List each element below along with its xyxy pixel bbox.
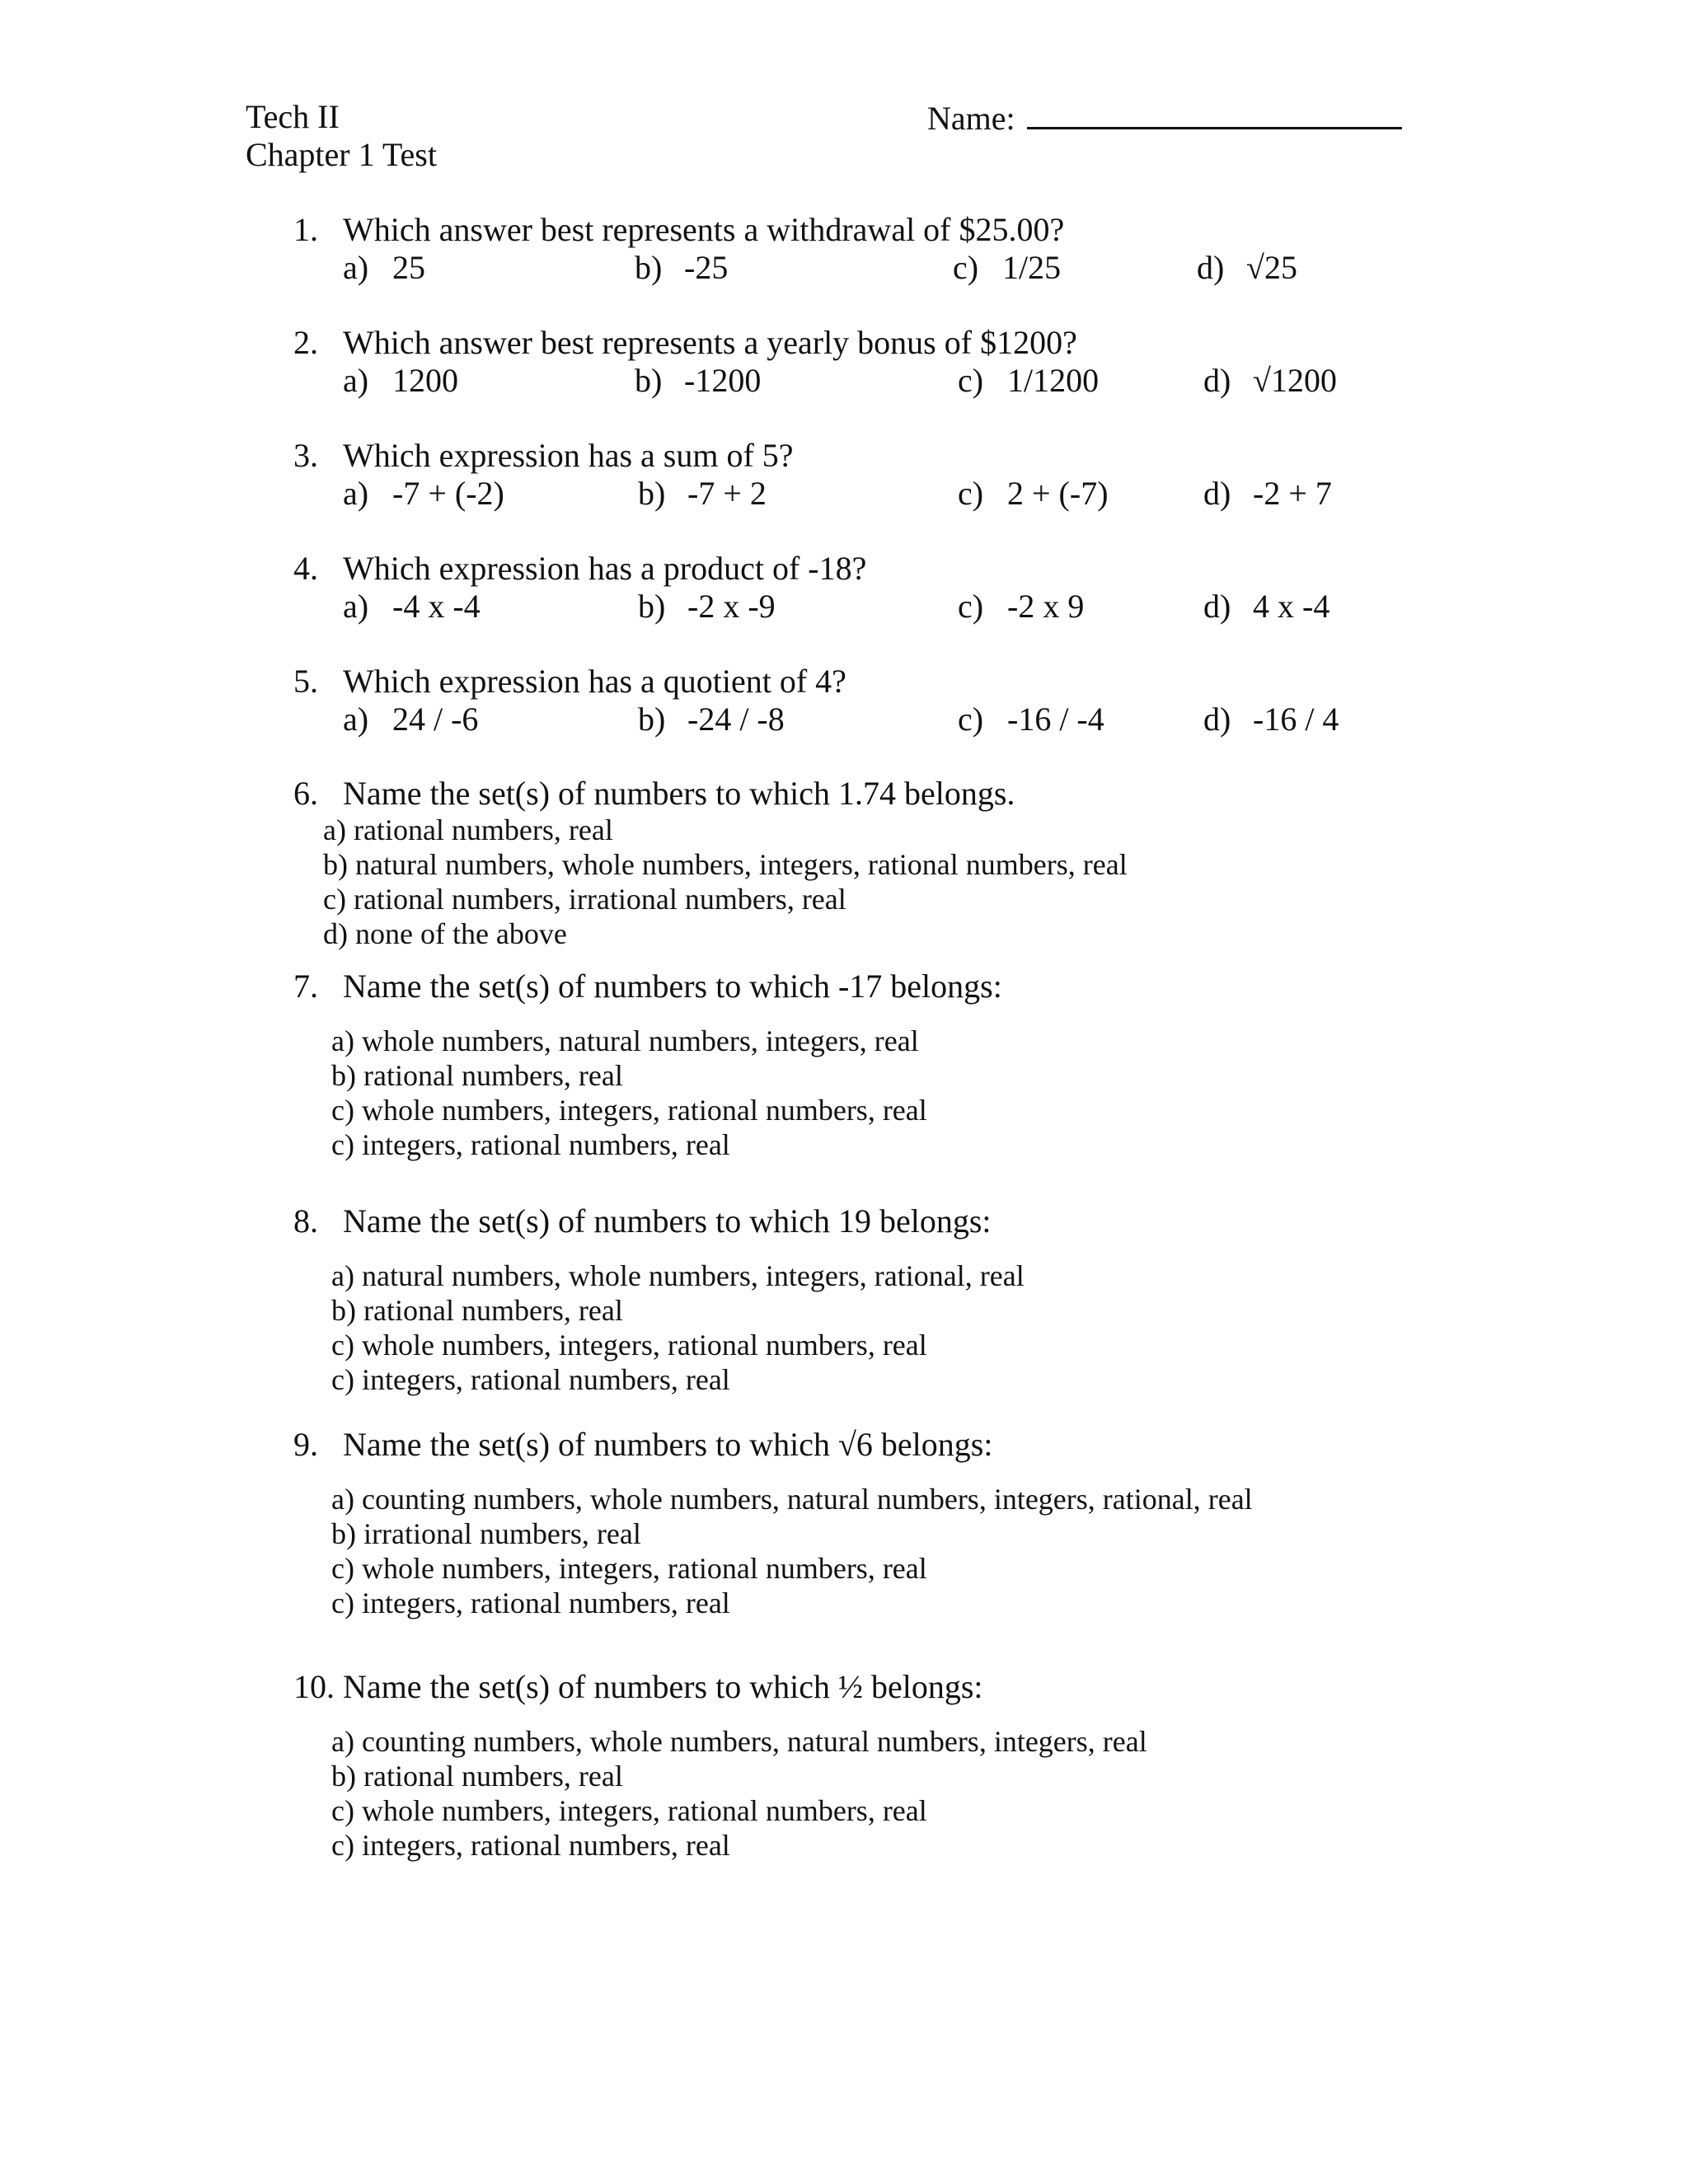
- option-d[interactable]: d) none of the above: [323, 917, 567, 950]
- question-number: 1.: [293, 211, 318, 248]
- option-a[interactable]: a) counting numbers, whole numbers, natural numbers, integers, real: [331, 1725, 1147, 1758]
- choice-c[interactable]: c) -16 / -4: [958, 701, 1104, 738]
- option-c[interactable]: c) whole numbers, integers, rational numbers, real: [331, 1552, 927, 1585]
- choice-a[interactable]: a) 24 / -6: [343, 701, 479, 738]
- question-7: [293, 968, 1002, 1161]
- choice-d[interactable]: d) √1200: [1203, 362, 1337, 399]
- choice-c[interactable]: c) 1/1200: [958, 362, 1100, 399]
- test-title: Chapter 1 Test: [246, 136, 437, 173]
- name-label: Name:: [927, 100, 1015, 137]
- question-text: Which expression has a product of -18?: [343, 550, 867, 587]
- choice-a[interactable]: a) 25: [343, 249, 425, 286]
- name-field[interactable]: [927, 97, 1402, 138]
- option-a[interactable]: a) rational numbers, real: [323, 813, 613, 846]
- question-number: 9.: [293, 1426, 318, 1463]
- choice-b[interactable]: b) -7 + 2: [638, 475, 767, 512]
- question-text: Which answer best represents a withdrawal of $25.00?: [343, 211, 1065, 248]
- choice-b[interactable]: b) -1200: [635, 362, 762, 399]
- option-a[interactable]: a) counting numbers, whole numbers, natural numbers, integers, rational, real: [331, 1483, 1253, 1516]
- choice-d[interactable]: d) 4 x -4: [1203, 588, 1330, 625]
- option-list: [331, 1024, 927, 1162]
- choice-d[interactable]: d) -16 / 4: [1203, 701, 1339, 738]
- option-c[interactable]: c) whole numbers, integers, rational numbers, real: [331, 1094, 927, 1127]
- option-b[interactable]: b) rational numbers, real: [331, 1760, 623, 1793]
- option-c[interactable]: c) rational numbers, irrational numbers, real: [323, 883, 846, 916]
- question-number: 3.: [293, 437, 318, 474]
- question-text: Name the set(s) of numbers to which 1.74 belongs.: [343, 775, 1015, 812]
- question-number: 2.: [293, 324, 318, 361]
- option-d[interactable]: c) integers, rational numbers, real: [331, 1586, 730, 1619]
- question-text: Name the set(s) of numbers to which √6 belongs:: [343, 1426, 993, 1463]
- option-d[interactable]: c) integers, rational numbers, real: [331, 1829, 730, 1862]
- question-number: 7.: [293, 968, 318, 1005]
- question-8: [293, 1202, 1025, 1396]
- option-a[interactable]: a) whole numbers, natural numbers, integers, real: [331, 1024, 919, 1057]
- option-b[interactable]: b) rational numbers, real: [331, 1294, 623, 1327]
- question-6: [293, 775, 1128, 951]
- question-9: [293, 1426, 1253, 1619]
- choice-b[interactable]: b) -2 x -9: [638, 588, 776, 625]
- choice-c[interactable]: c) 1/25: [953, 249, 1062, 286]
- choice-b[interactable]: b) -25: [635, 249, 729, 286]
- choice-a[interactable]: a) -7 + (-2): [343, 475, 504, 512]
- option-b[interactable]: b) rational numbers, real: [331, 1059, 623, 1092]
- choice-a[interactable]: a) 1200: [343, 362, 458, 399]
- option-list: [331, 1258, 1025, 1397]
- choice-a[interactable]: a) -4 x -4: [343, 588, 481, 625]
- option-list: [331, 1724, 1147, 1863]
- choice-d[interactable]: d) -2 + 7: [1203, 475, 1332, 512]
- question-number: 10.: [293, 1668, 335, 1705]
- question-number: 6.: [293, 775, 318, 812]
- option-list: [323, 813, 1128, 951]
- option-list: [331, 1482, 1253, 1620]
- option-c[interactable]: c) whole numbers, integers, rational numbers, real: [331, 1329, 927, 1361]
- question-number: 8.: [293, 1202, 318, 1240]
- question-text: Which answer best represents a yearly bonus of $1200?: [343, 324, 1077, 361]
- course-title: Tech II: [246, 98, 340, 135]
- option-d[interactable]: c) integers, rational numbers, real: [331, 1128, 730, 1161]
- choice-c[interactable]: c) -2 x 9: [958, 588, 1085, 625]
- choice-d[interactable]: d) √25: [1197, 249, 1297, 286]
- name-blank-line[interactable]: [1027, 97, 1402, 129]
- question-text: Name the set(s) of numbers to which 19 belongs:: [343, 1202, 992, 1240]
- option-b[interactable]: b) irrational numbers, real: [331, 1517, 641, 1550]
- option-d[interactable]: c) integers, rational numbers, real: [331, 1363, 730, 1396]
- option-a[interactable]: a) natural numbers, whole numbers, integers, rational, real: [331, 1259, 1025, 1292]
- question-number: 4.: [293, 550, 318, 587]
- option-b[interactable]: b) natural numbers, whole numbers, integers, rational numbers, real: [323, 848, 1128, 881]
- question-text: Which expression has a sum of 5?: [343, 437, 794, 474]
- question-text: Name the set(s) of numbers to which -17 belongs:: [343, 968, 1002, 1005]
- question-text: 10. Name the set(s) of numbers to which ½ belongs:: [293, 1668, 983, 1705]
- question-number: 5.: [293, 663, 318, 700]
- question-text: Which expression has a quotient of 4?: [343, 663, 846, 700]
- option-c[interactable]: c) whole numbers, integers, rational numbers, real: [331, 1794, 927, 1827]
- choice-c[interactable]: c) 2 + (-7): [958, 475, 1109, 512]
- question-10: [293, 1668, 1147, 1862]
- choice-b[interactable]: b) -24 / -8: [638, 701, 785, 738]
